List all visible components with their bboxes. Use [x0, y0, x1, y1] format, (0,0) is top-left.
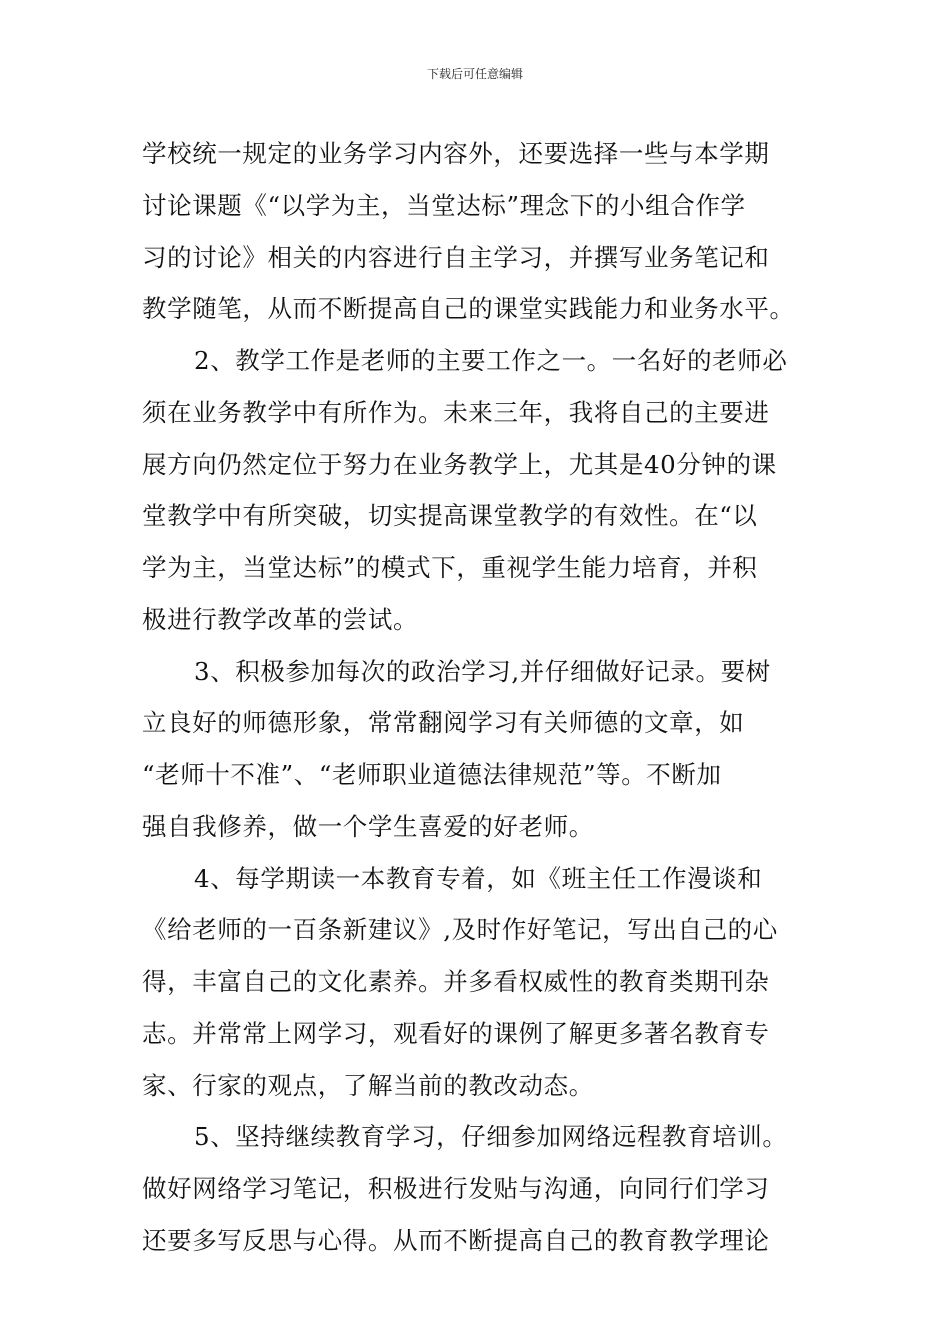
text-line: 家、行家的观点，了解当前的教改动态。: [142, 1070, 594, 1100]
text-line: 教学随笔，从而不断提高自己的课堂实践能力和业务水平。: [142, 294, 795, 324]
text-line: 须在业务教学中有所作为。未来三年，我将自己的主要进: [142, 397, 770, 427]
text-line: 堂教学中有所突破，切实提高课堂教学的有效性。在“以: [142, 501, 758, 531]
text-line: 志。并常常上网学习，观看好的课例了解更多著名教育专: [142, 1018, 770, 1048]
text-line: 立良好的师德形象，常常翻阅学习有关师德的文章，如: [142, 708, 745, 738]
text-line: 学为主，当堂达标”的模式下，重视学生能力培育，并积: [142, 553, 758, 582]
paragraph-3-first-line: 3、积极参加每次的政治学习,并仔细做好记录。要树: [194, 656, 771, 686]
text-line: 《给老师的一百条新建议》,及时作好笔记，写出自己的心: [142, 915, 778, 945]
text-line: 展方向仍然定位于努力在业务教学上，尤其是40分钟的课: [142, 449, 777, 479]
page-header-note: 下载后可任意编辑: [426, 67, 523, 81]
document-body: [142, 128, 810, 1267]
paragraph-2-first-line: 2、教学工作是老师的主要工作之一。一名好的老师必: [194, 346, 788, 375]
text-line: 学校统一规定的业务学习内容外，还要选择一些与本学期: [142, 139, 770, 168]
text-line: 得，丰富自己的文化素养。并多看权威性的教育类期刊杂: [142, 967, 770, 996]
text-line: 讨论课题《“以学为主，当堂达标”理念下的小组合作学: [142, 190, 746, 220]
text-line: 强自我修养，做一个学生喜爱的好老师。: [142, 811, 594, 841]
text-line: 极进行教学改革的尝试。: [142, 604, 419, 634]
text-line: 还要多写反思与心得。从而不断提高自己的教育教学理论: [142, 1225, 770, 1255]
text-line: 习的讨论》相关的内容进行自主学习，并撰写业务笔记和: [142, 242, 770, 272]
text-line: 做好网络学习笔记，积极进行发贴与沟通，向同行们学习: [142, 1174, 770, 1203]
text-line: “老师十不准”、“老师职业道德法律规范”等。不断加: [142, 760, 722, 789]
paragraph-4-first-line: 4、每学期读一本教育专着，如《班主任工作漫谈和: [194, 863, 763, 893]
paragraph-5-first-line: 5、坚持继续教育学习，仔细参加网络远程教育培训。: [194, 1122, 788, 1152]
